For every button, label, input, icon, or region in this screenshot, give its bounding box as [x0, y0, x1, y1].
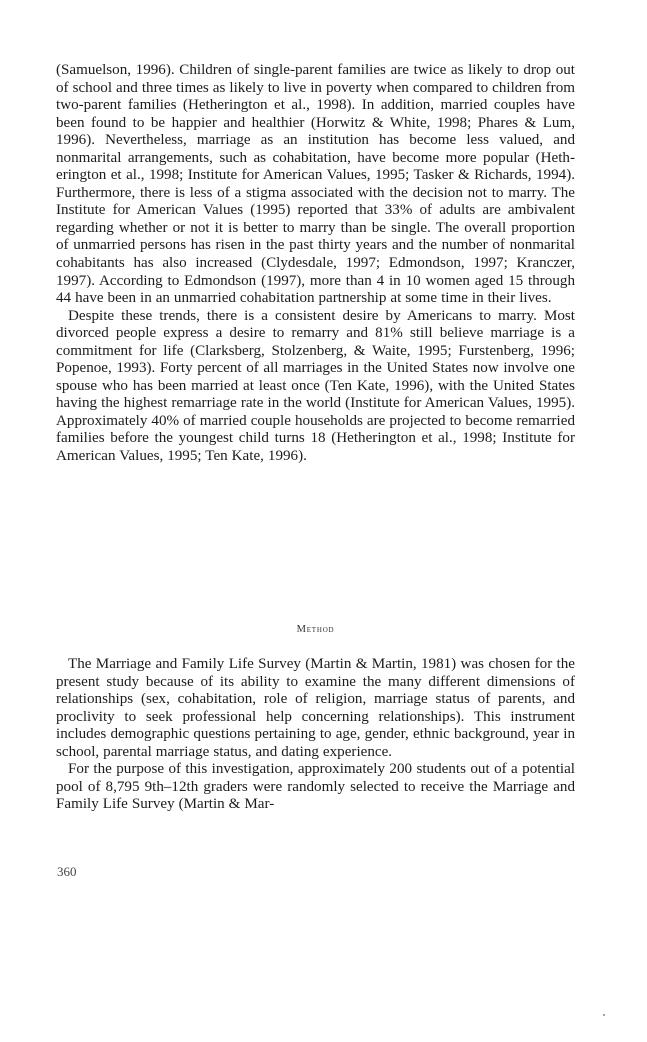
paragraph-3: The Marriage and Family Life Survey (Martin & Martin, 1981) was chosen for the present study because of its ability to examine the many different dimensions of relationships (sex, cohabitation, role of religion, marriage status of parents, and proclivity to seek professional help concerning relationships). This instrument includes demographic questions pertaining to age, gender, ethnic background, year in school, parental marriage status, and dating experience. — [56, 656, 575, 760]
paragraph-4: For the purpose of this investigation, approximately 200 students out of a potential pool of 8,795 9th–12th graders were randomly selected to receive the Marriage and Family Life Survey (Martin & Mar- — [56, 761, 575, 813]
paragraph-2: Despite these trends, there is a consistent desire by Americans to marry. Most divorced people express a desire to remarry and 81% still believe marriage is a commitment for life (Clarksberg, Stolzenberg, & Waite, 1995; Furstenberg, 1996; Popenoe, 1993). Forty percent of all marriages in the United States now involve one spouse who has been married at least once (Ten Kate, 1996), with the United States having the highest remarriage rate in the world (Institute for American Values, 1995). Approximately 40% of married couple households are projected to become remarried families before the youngest child turns 18 (Hetherington et al., 1998; Institute for American Values, 1995; Ten Kate, 1996). — [56, 307, 575, 465]
section-heading-method: Method — [296, 624, 335, 635]
body-text-method — [56, 656, 575, 814]
body-text-top — [56, 62, 575, 466]
scan-speck — [603, 1014, 605, 1016]
page-number: 360 — [57, 864, 77, 879]
paragraph-1: (Samuelson, 1996). Children of single-parent families are twice as likely to drop out of school and three times as likely to live in poverty when compared to children from two-parent families (Hetherington et al., 1998). In addition, married couples have been found to be happier and healthier (Horwitz & White, 1998; Phares & Lum, 1996). Nevertheless, marriage as an institution has become less valued, and nonmarital arrangements, such as cohabitation, have become more popular (Hetherington et al., 1998; Institute for American Values, 1995; Tasker & Richards, 1994). Furthermore, there is less of a stigma associated with the decision not to marry. The Institute for American Values (1995) reported that 33% of adults are ambivalent regarding whether or not it is better to marry than be single. The overall proportion of unmarried persons has risen in the past thirty years and the number of nonmarital cohabitants has also increased (Clydesdale, 1997; Edmondson, 1997; Kranczer, 1997). According to Edmondson (1997), more than 4 in 10 women aged 15 through 44 have been in an unmarried cohabitation partnership at some time in their lives. — [56, 62, 575, 307]
